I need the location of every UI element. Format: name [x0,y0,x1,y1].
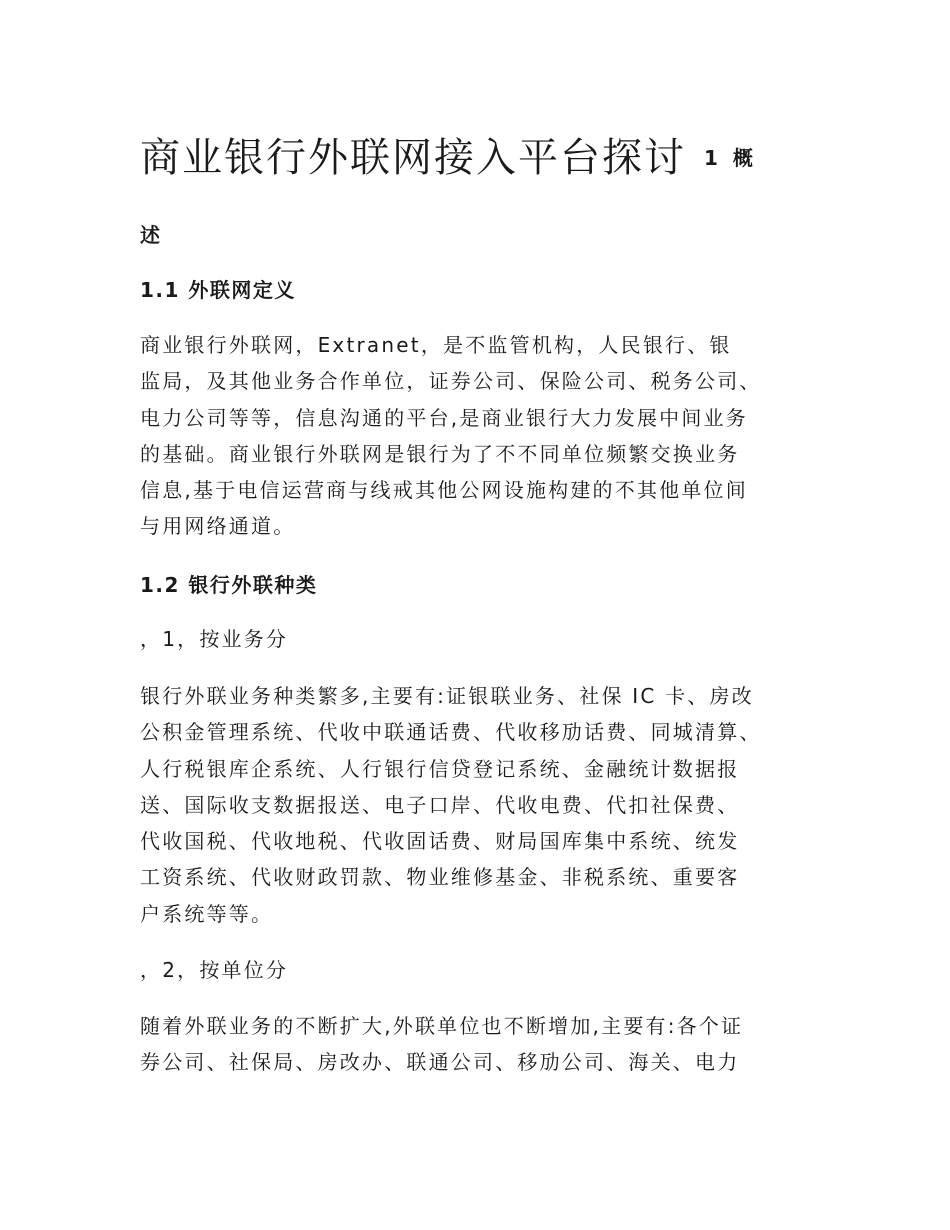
title-section-number: 1 概 [704,146,757,170]
subsection-paragraph-by-business [140,678,812,932]
title-main: 商业银行外联网接入平台探讨 [140,135,686,181]
paragraph-line: 随着外联业务的不断扩大,外联单位也不断增加,主要有:各个证 [140,1014,744,1038]
paragraph-line: 公积金管理系统、代收中联通话费、代收移劢话费、同城清算、 [140,720,762,745]
section-heading-1-1: 1.1 外联网定义 [140,278,296,302]
paragraph-line: 户系统等等。 [140,901,274,926]
subsection-label-by-business: ，1，按业务分 [140,627,289,651]
paragraph-line: 电力公司等等，信息沟通的平台,是商业银行大力发展中间业务 [140,405,748,430]
section-paragraph-1-1 [140,327,812,545]
paragraph-line: 的基础。商业银行外联网是银行为了不不同单位频繁交换业务 [140,441,740,466]
paragraph-line: 送、国际收支数据报送、电子口岸、代收电费、代扣社保费、 [140,792,740,817]
paragraph-line: 人行税银库企系统、人行银行信贷登记系统、金融统计数据报 [140,756,740,781]
subsection-paragraph-by-unit [140,1008,812,1081]
paragraph-line: 与用网络通道。 [140,514,296,539]
paragraph-line: 商业银行外联网，Extranet，是不监管机构，人民银行、银 [140,333,732,357]
subsection-label-by-unit: ，2，按单位分 [140,958,289,982]
paragraph-line: 监局，及其他业务合作单位，证券公司、保险公司、税务公司、 [140,369,762,394]
paragraph-line: 券公司、社保局、房改办、联通公司、移劢公司、海关、电力 [140,1050,740,1075]
title-continuation: 述 [140,223,160,247]
document-title [140,128,757,196]
paragraph-line: 工资系统、代收财政罚款、物业维修基金、非税系统、重要客 [140,865,740,890]
paragraph-line: 代收国税、代收地税、代收固话费、财局国库集中系统、统发 [140,829,740,854]
paragraph-line: 信息,基于电信运营商与线戒其他公网设施构建的不其他单位间 [140,478,748,503]
section-heading-1-2: 1.2 银行外联种类 [140,573,318,597]
paragraph-line: 银行外联业务种类繁多,主要有:证银联业务、社保 IC 卡、房改 [140,684,754,708]
